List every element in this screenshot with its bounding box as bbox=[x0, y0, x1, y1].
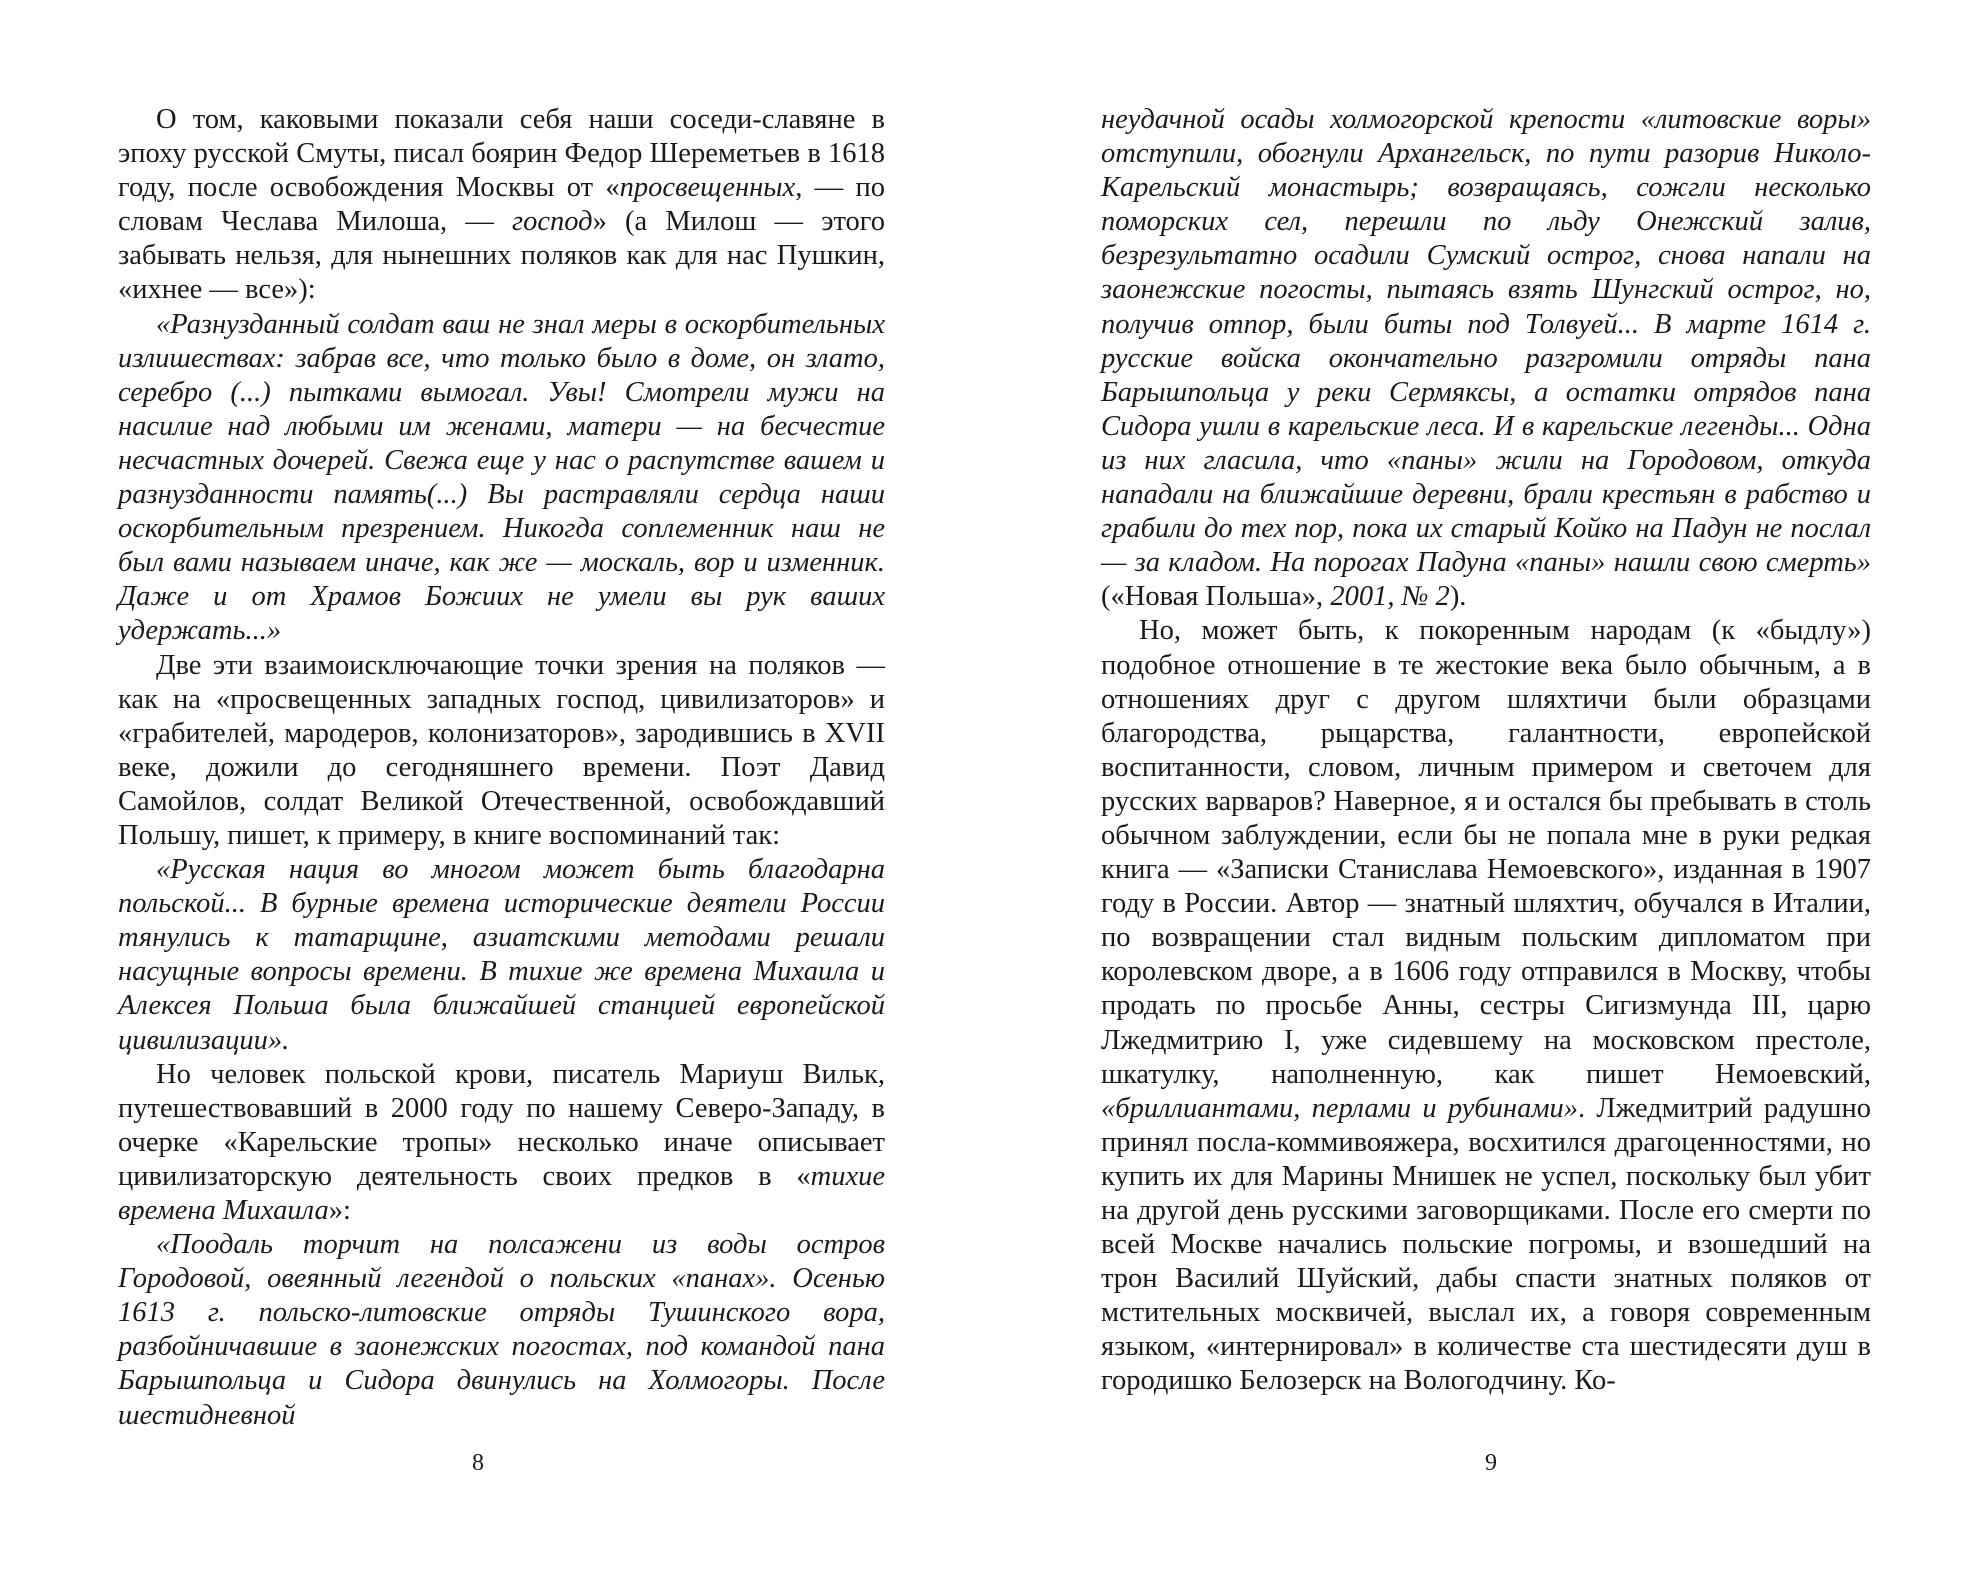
quote-samoilov: «Русская нация во многом может быть благодарна польской... В бурные времена исторические деятели России тянулись к татарщине, азиатскими методами решали насущные вопросы времени. В тихие же времена Михаила и Алексея Польша была ближайшей станцией европейской цивилизации». bbox=[118, 854, 885, 1056]
paragraph-two-views: Две эти взаимоисключающие точки зрения на поляков — как на «просвещенных западных господ, цивилизаторов» и «грабителей, мародеров, колонизаторов», зародившись в XVII веке, дожили до сегодняшнего времени. Поэт Давид Самойлов, солдат Великой Отечественной, освобождавший Польшу, пишет, к примеру, в книге воспоминаний так: bbox=[118, 649, 885, 851]
paragraph-wilk: Но человек польской крови, писатель Мариуш Вильк, путешествовавший в 2000 году по нашему Северо-Западу, в очерке «Карельские тропы» несколько иначе описывает цивилизаторскую деятельность своих предков в «тихие времена Михаила»: bbox=[118, 1058, 885, 1226]
quote-sheremetev: «Разнузданный солдат ваш не знал меры в оскорбительных излишествах: забрав все, что только было в доме, он злато, серебро (...) пытками вымогал. Увы! Смотрели мужи на насилие над любыми им женами, матери — на бесчестие несчастных дочерей. Свежа еще у нас о распутстве вашем и разнузданности память(...) Вы растравляли сердца наши оскорбительным презрением. Никогда соплеменник наш не был вами называем иначе, как же — москаль, вор и изменник. Даже и от Храмов Божиих не умели вы рук ваших удержать...» bbox=[118, 308, 885, 647]
paragraph-sheremetev: О том, каковыми показали себя наши соседи-славяне в эпоху русской Смуты, писал боярин Федор Шереметьев в 1618 году, после освобождения Москвы от «просвещенных, — по словам Чеслава Милоша, — господ» (а Милош — этого забывать нельзя, для нынешних поляков как для нас Пушкин, «ихнее — все»): bbox=[118, 104, 885, 306]
paragraph-nemoevsky: Но, может быть, к покоренным народам (к «быдлу») подобное отношение в те жестокие века было обычным, а в отношениях друг с другом шляхтичи были образцами благородства, рыцарства, галантности, европейской воспитанности, словом, личным примером и светочем для русских варваров? Наверное, я и остался бы пребывать в столь обычном заблуждении, если бы не попала мне в руки редкая книга — «Записки Станислава Немоевского», изданная в 1907 году в России. Автор — знатный шляхтич, обучался в Италии, по возвращении стал видным польским дипломатом при королевском дворе, а в 1606 году отправился в Москву, чтобы продать по просьбе Анны, сестры Сигизмунда III, царю Лжедмитрию I, уже сидевшему на московском престоле, шкатулку, наполненную, как пишет Немоевский, «бриллиантами, перлами и рубинами». Лжедмитрий радушно принял посла-коммивояжера, восхитился драгоценностями, но купить их для Марины Мнишек не успел, поскольку был убит на другой день русскими заговорщиками. После его смерти по всей Москве начались польские погромы, и взошедший на трон Василий Шуйский, дабы спасти знатных поляков от мстительных москвичей, выслал их, а говоря современным языком, «интернировал» в количестве ста шестидесяти душ в городишко Белозерск на Вологодчину. Ко- bbox=[1101, 615, 1871, 1397]
left-page-text bbox=[118, 103, 885, 1433]
quote-wilk-start: «Поодаль торчит на полсажени из воды остров Городовой, овеянный легендой о польских «панах». Осенью 1613 г. польско-литовские отряды Тушинского вора, разбойничавшие в заонежских погостах, под командой пана Барышпольца и Сидора двинулись на Холмогоры. После шестидневной bbox=[118, 1229, 885, 1431]
quote-wilk-continued: неудачной осады холмогорской крепости «литовские воры» отступили, обогнули Архангельск, по пути разорив Николо-Карельский монастырь; возвращаясь, сожгли несколько поморских сел, перешли по льду Онежский залив, безрезультатно осадили Сумский острог, снова напали на заонежские погосты, пытаясь взять Шунгский острог, но, получив отпор, были биты под Толвуей... В марте 1614 г. русские войска окончательно разгромили отряды пана Барышпольца у реки Сермяксы, а остатки отрядов пана Сидора ушли в карельские леса. И в карельские легенды... Одна из них гласила, что «паны» жили на Городовом, откуда нападали на ближайшие деревни, брали крестьян в рабство и грабили до тех пор, пока их старый Койко на Падун не послал — за кладом. На порогах Падуна «паны» нашли свою смерть» («Новая Польша», 2001, № 2). bbox=[1101, 104, 1871, 613]
page-number-left: 8 bbox=[472, 1450, 484, 1476]
right-page bbox=[991, 0, 1982, 1578]
page-number-right: 9 bbox=[1485, 1450, 1497, 1476]
right-page-text bbox=[1101, 103, 1871, 1399]
